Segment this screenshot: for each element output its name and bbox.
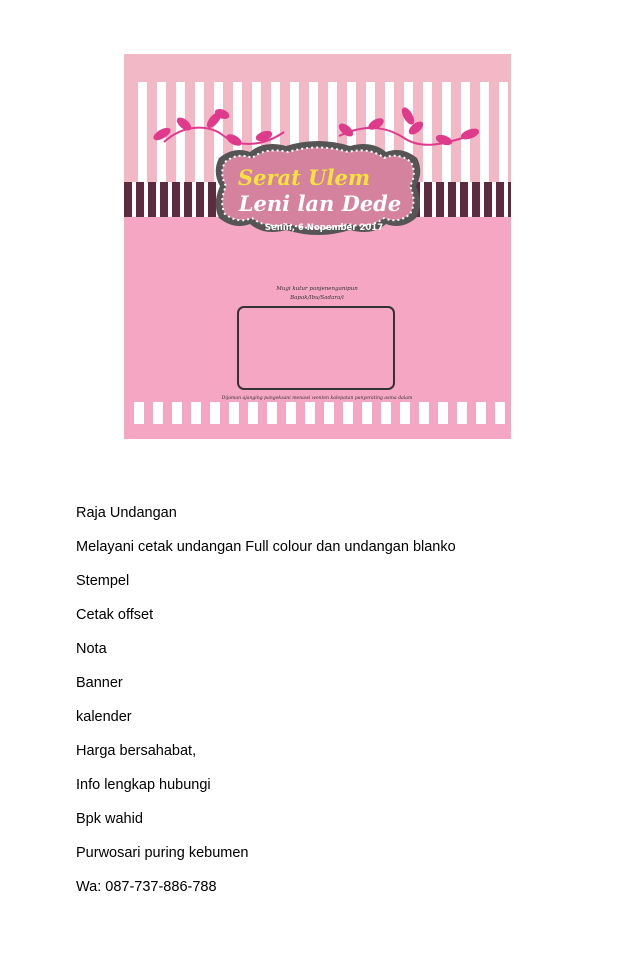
service-item-nota: Nota xyxy=(76,641,107,657)
bottom-stripe xyxy=(438,402,448,424)
bottom-stripe xyxy=(495,402,505,424)
bottom-stripe xyxy=(305,402,315,424)
invitation-names: Leni lan Dede xyxy=(238,191,402,216)
band-stripe xyxy=(208,182,216,217)
top-stripe xyxy=(499,82,508,182)
bottom-stripe xyxy=(267,402,277,424)
band-stripe xyxy=(172,182,180,217)
recipient-line-2: Bapak/Ibu/Sadara/i xyxy=(290,295,344,301)
invitation-date: Senin, 6 Nopember 2017 xyxy=(264,223,384,233)
contact-whatsapp: Wa: 087-737-886-788 xyxy=(76,879,217,895)
top-stripe xyxy=(138,82,147,182)
service-item-kalender: kalender xyxy=(76,709,132,725)
bottom-stripe xyxy=(248,402,258,424)
bottom-stripe xyxy=(324,402,334,424)
band-stripe xyxy=(496,182,504,217)
business-name: Raja Undangan xyxy=(76,505,177,521)
invitation-footer-note: Dijaman ajanging pangeksani menawi wonten kalepatan panyerating asma dalam xyxy=(221,396,413,401)
bottom-stripe xyxy=(400,402,410,424)
band-stripe xyxy=(136,182,144,217)
service-item-banner: Banner xyxy=(76,675,123,691)
bottom-stripe xyxy=(362,402,372,424)
band-stripe xyxy=(448,182,456,217)
band-stripe xyxy=(508,182,511,217)
bottom-stripe xyxy=(343,402,353,424)
bottom-stripe xyxy=(286,402,296,424)
band-stripe xyxy=(196,182,204,217)
bottom-stripe xyxy=(172,402,182,424)
bottom-stripe xyxy=(153,402,163,424)
price-note: Harga bersahabat, xyxy=(76,743,197,759)
service-item-cetak-offset: Cetak offset xyxy=(76,607,154,623)
band-stripe xyxy=(160,182,168,217)
bottom-stripe xyxy=(457,402,467,424)
service-item-stempel: Stempel xyxy=(76,573,130,589)
band-stripe xyxy=(472,182,480,217)
top-stripe xyxy=(442,82,451,182)
contact-name: Bpk wahid xyxy=(76,811,143,827)
bottom-stripe xyxy=(419,402,429,424)
top-stripe xyxy=(195,82,204,182)
bottom-stripe xyxy=(134,402,144,424)
bottom-stripe xyxy=(381,402,391,424)
band-stripe xyxy=(436,182,444,217)
address-box xyxy=(238,307,394,389)
service-list xyxy=(76,505,596,913)
bottom-stripe xyxy=(229,402,239,424)
bottom-stripe xyxy=(476,402,486,424)
top-stripe xyxy=(480,82,489,182)
recipient-line-1: Mugi kutur panjenenganipun xyxy=(276,286,358,292)
band-stripe xyxy=(184,182,192,217)
bottom-stripe xyxy=(191,402,201,424)
top-stripe xyxy=(423,82,432,182)
band-stripe xyxy=(124,182,132,217)
band-stripe xyxy=(148,182,156,217)
invitation-image xyxy=(124,54,511,439)
service-description: Melayani cetak undangan Full colour dan undangan blanko xyxy=(76,539,456,555)
contact-intro: Info lengkap hubungi xyxy=(76,777,211,793)
contact-address: Purwosari puring kebumen xyxy=(76,845,249,861)
band-stripe xyxy=(460,182,468,217)
band-stripe xyxy=(424,182,432,217)
bottom-stripe xyxy=(210,402,220,424)
invitation-title: Serat Ulem xyxy=(237,165,371,190)
band-stripe xyxy=(484,182,492,217)
